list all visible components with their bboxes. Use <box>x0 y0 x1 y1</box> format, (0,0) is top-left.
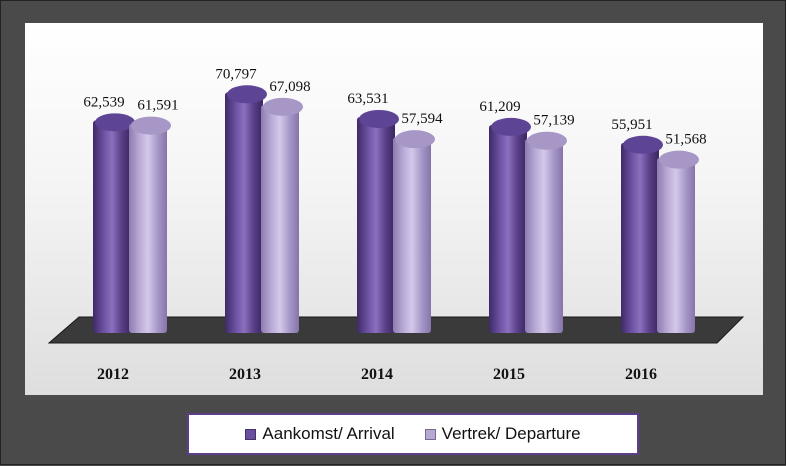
bar-cap-departure-2013 <box>263 98 303 116</box>
data-label-arrival-2012: 62,539 <box>83 94 125 111</box>
legend-label-arrival: Aankomst/ Arrival <box>262 424 395 443</box>
legend-swatch-arrival <box>245 429 256 440</box>
bar-cap-departure-2012 <box>131 117 171 135</box>
data-label-arrival-2014: 63,531 <box>347 90 389 107</box>
legend-label-departure: Vertrek/ Departure <box>441 424 581 443</box>
data-label-departure-2016: 51,568 <box>665 131 707 148</box>
bar-departure-2014 <box>393 137 431 333</box>
data-label-arrival-2015: 61,209 <box>479 98 521 115</box>
bar-arrival-2015 <box>489 125 527 333</box>
x-tick-label-2016: 2016 <box>625 366 657 383</box>
bar-cap-arrival-2016 <box>623 136 663 154</box>
data-label-departure-2012: 61,591 <box>137 97 179 114</box>
legend-item-arrival <box>245 424 394 444</box>
legend <box>187 413 639 455</box>
bar-cap-departure-2016 <box>659 151 699 169</box>
x-tick-label-2014: 2014 <box>361 366 393 383</box>
bar-cap-departure-2014 <box>395 130 435 148</box>
legend-item-departure <box>425 424 581 444</box>
data-label-departure-2015: 57,139 <box>533 112 575 129</box>
x-tick-label-2015: 2015 <box>493 366 525 383</box>
bar-departure-2016 <box>657 158 695 333</box>
bar-arrival-2012 <box>93 120 131 333</box>
x-tick-label-2013: 2013 <box>229 366 261 383</box>
bar-departure-2013 <box>261 105 299 333</box>
bar-arrival-2013 <box>225 92 263 333</box>
legend-swatch-departure <box>425 429 436 440</box>
bar-cap-arrival-2014 <box>359 110 399 128</box>
data-label-arrival-2013: 70,797 <box>215 66 257 83</box>
bar-arrival-2016 <box>621 143 659 333</box>
chart-svg <box>1 1 786 466</box>
bar-arrival-2014 <box>357 117 395 333</box>
x-tick-label-2012: 2012 <box>97 366 129 383</box>
data-label-departure-2013: 67,098 <box>269 78 311 95</box>
bar-departure-2015 <box>525 139 563 333</box>
bar-cap-departure-2015 <box>527 132 567 150</box>
data-label-departure-2014: 57,594 <box>401 111 443 128</box>
bar-cap-arrival-2013 <box>227 85 267 103</box>
data-label-arrival-2016: 55,951 <box>611 116 653 133</box>
bar-departure-2012 <box>129 124 167 333</box>
bar-cap-arrival-2015 <box>491 118 531 136</box>
